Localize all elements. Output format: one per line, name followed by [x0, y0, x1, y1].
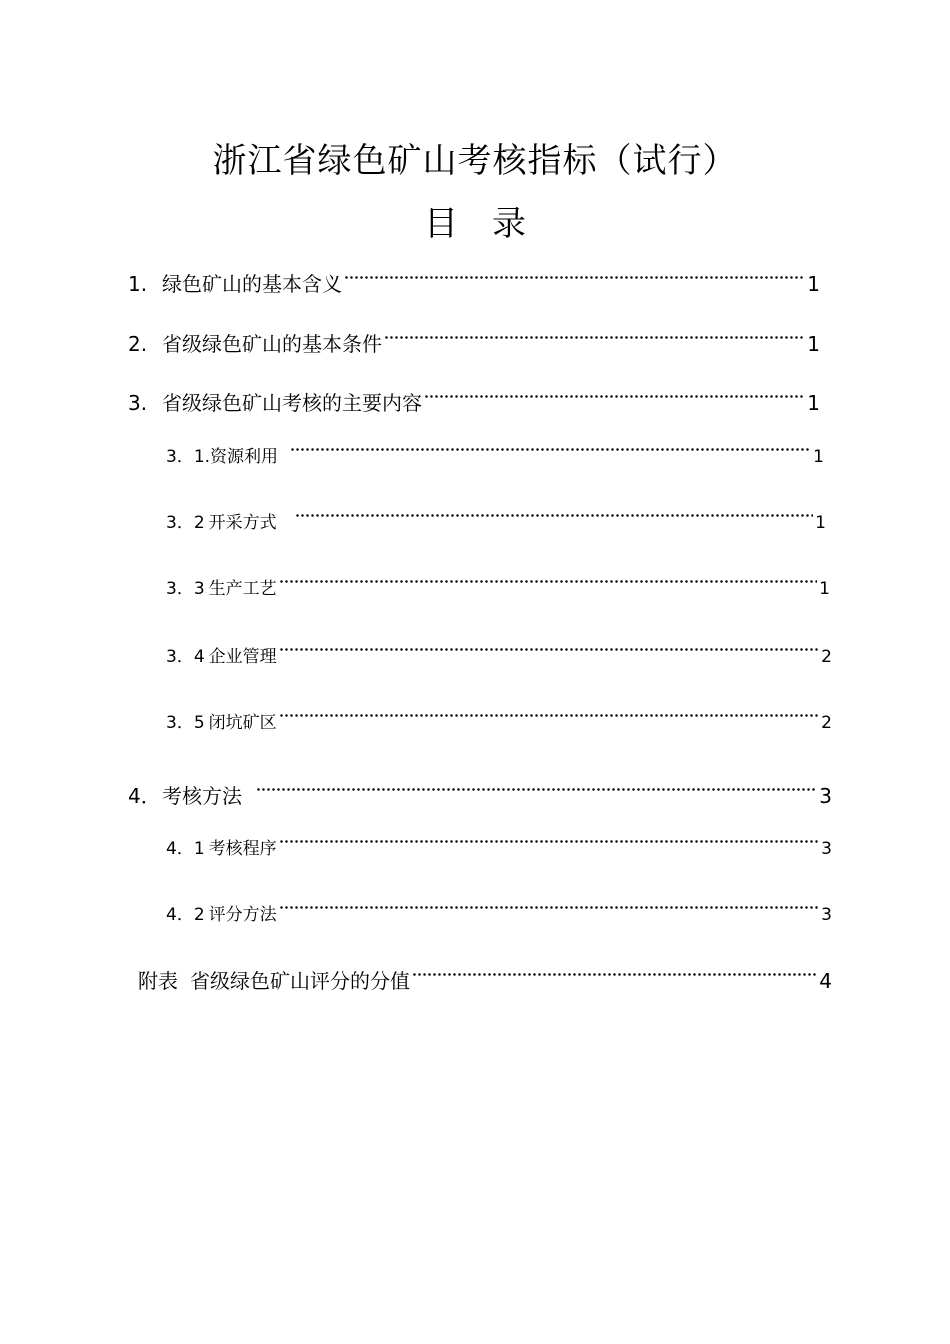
toc-page-number: 2 — [821, 713, 832, 733]
toc-number: 4．2 — [166, 905, 205, 925]
toc-page-number: 1 — [807, 272, 820, 296]
toc-page-number: 1 — [819, 579, 830, 599]
toc-label: 考核方法 — [162, 784, 242, 808]
toc-label: 开采方式 — [208, 513, 277, 533]
dot-leader — [279, 707, 820, 724]
dot-leader — [295, 507, 814, 524]
toc-label: 生产工艺 — [208, 579, 277, 599]
toc-item-appendix-table[interactable] — [138, 966, 832, 996]
dot-leader — [279, 833, 820, 850]
toc-label: 绿色矿山的基本含义 — [162, 272, 342, 296]
toc-page-number: 1 — [807, 391, 820, 415]
toc-label: 省级绿色矿山评分的分值 — [190, 969, 410, 993]
toc-number: 3．3 — [166, 579, 205, 599]
toc-number: 4． — [128, 784, 161, 808]
toc-page-number: 4 — [819, 969, 832, 993]
toc-item-enterprise-management[interactable] — [166, 644, 832, 670]
toc-number: 3．4 — [166, 647, 205, 667]
toc-item-closed-mine[interactable] — [166, 710, 832, 736]
toc-label: 省级绿色矿山的基本条件 — [162, 332, 382, 356]
toc-label: 评分方法 — [208, 905, 277, 925]
dot-leader — [279, 641, 820, 658]
toc-label: 闭坑矿区 — [208, 713, 277, 733]
toc-item-main-content[interactable] — [128, 388, 820, 418]
toc-label: 资源利用 — [210, 447, 279, 467]
toc-number: 2. — [128, 332, 148, 356]
toc-item-resource-utilization[interactable] — [166, 444, 824, 470]
toc-item-production-process[interactable] — [166, 576, 830, 602]
toc-item-basic-meaning[interactable] — [128, 269, 820, 299]
dot-leader — [384, 327, 805, 347]
toc-number: 3．2 — [166, 513, 205, 533]
dot-leader — [279, 899, 820, 916]
toc-label: 考核程序 — [208, 839, 277, 859]
dot-leader — [412, 964, 817, 984]
toc-number: 3．1. — [166, 447, 211, 467]
dot-leader — [424, 386, 805, 406]
toc-item-assessment-procedure[interactable] — [166, 836, 832, 862]
toc-page-number: 1 — [815, 513, 826, 533]
toc-page-number: 1 — [813, 447, 824, 467]
toc-page-number: 3 — [819, 784, 832, 808]
toc-item-basic-conditions[interactable] — [128, 329, 820, 359]
toc-number: 附表 — [138, 969, 178, 993]
toc-page-number: 3 — [821, 905, 832, 925]
dot-leader — [344, 267, 805, 287]
toc-number: 4．1 — [166, 839, 205, 859]
dot-leader — [279, 573, 818, 590]
toc-label: 省级绿色矿山考核的主要内容 — [162, 391, 422, 415]
dot-leader — [290, 441, 811, 458]
toc-item-mining-method[interactable] — [166, 510, 826, 536]
dot-leader — [256, 779, 817, 799]
toc-number: 1. — [128, 272, 148, 296]
toc-item-assessment-method[interactable] — [128, 781, 832, 811]
toc-page-number: 2 — [821, 647, 832, 667]
toc-heading: 目 录 — [424, 204, 526, 244]
toc-number: 3．5 — [166, 713, 205, 733]
toc-page-number: 1 — [807, 332, 820, 356]
toc-number: 3. — [128, 391, 148, 415]
document-title: 浙江省绿色矿山考核指标（试行） — [212, 141, 738, 181]
toc-page-number: 3 — [821, 839, 832, 859]
toc-item-scoring-method[interactable] — [166, 902, 832, 928]
toc-label: 企业管理 — [208, 647, 277, 667]
